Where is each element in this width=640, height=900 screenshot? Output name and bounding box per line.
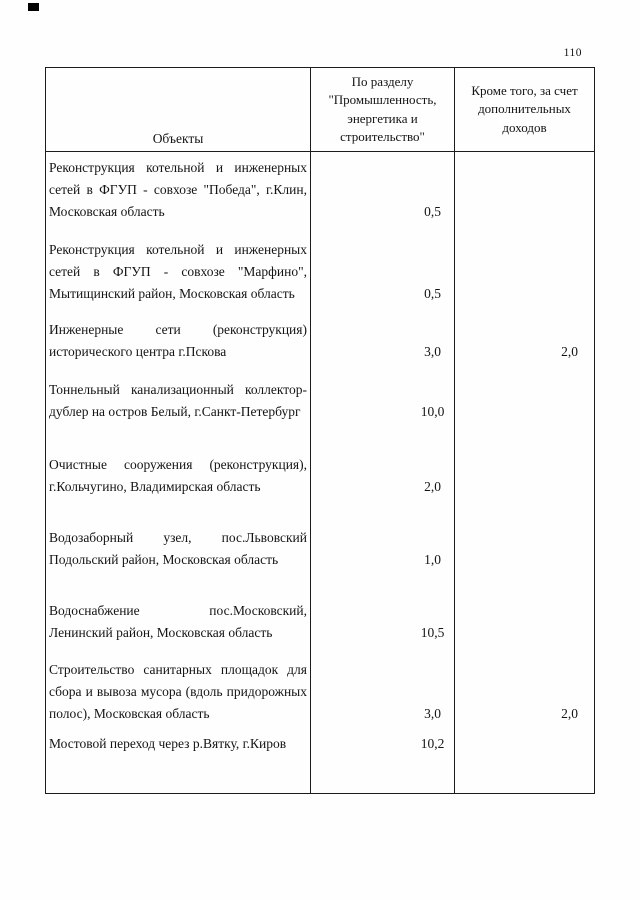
table-row: [46, 733, 594, 793]
section-value-cell: 1,0: [310, 527, 455, 600]
object-name-cell: Водозаборный узел, пос.Львовский Подольский район, Московская область: [49, 530, 307, 567]
section-value-cell: 2,0: [310, 454, 455, 527]
object-name-cell: Строительство санитарных площадок для сбора и вывоза мусора (вдоль придорожных полос), Московская область: [49, 662, 307, 721]
table-row: [46, 152, 594, 239]
additional-value-cell: [455, 379, 594, 454]
additional-value-cell: [455, 454, 594, 527]
section-value-cell: 3,0: [310, 659, 455, 733]
table-row: [46, 454, 594, 527]
page-number: 110: [563, 47, 582, 59]
additional-value-cell: 2,0: [561, 344, 578, 359]
section-value-cell: 10,2: [310, 733, 455, 793]
object-name-cell: Мостовой переход через р.Вятку, г.Киров: [49, 736, 287, 751]
column-header-section: По разделу "Промышленность, энергетика и строительство": [310, 68, 455, 151]
additional-value-cell: [455, 733, 594, 793]
section-value-cell: 3,0: [310, 319, 455, 379]
table-row: [46, 527, 594, 600]
additional-value-cell: [455, 239, 594, 319]
object-name-cell: Очистные сооружения (реконструкция), г.Кольчугино, Владимирская область: [49, 457, 307, 494]
object-name-cell: Инженерные сети (реконструкция) исторического центра г.Пскова: [49, 322, 307, 359]
object-name-cell: Реконструкция котельной и инженерных сетей в ФГУП - совхозе "Победа", г.Клин, Московская область: [49, 160, 307, 219]
additional-value-cell: [455, 527, 594, 600]
additional-value-cell: [455, 600, 594, 659]
object-name-cell: Тоннельный канализационный коллектор-дублер на остров Белый, г.Санкт-Петербург: [49, 382, 307, 419]
additional-value-cell: 2,0: [561, 706, 578, 721]
section-value-cell: 0,5: [310, 239, 455, 319]
object-name-cell: Водоснабжение пос.Московский, Ленинский район, Московская область: [49, 603, 307, 640]
column-header-objects: Объекты: [152, 131, 204, 146]
table-row: [46, 659, 594, 733]
table-row: [46, 319, 594, 379]
section-value-cell: 0,5: [310, 152, 455, 239]
section-value-cell: 10,5: [310, 600, 455, 659]
table-row: [46, 379, 594, 454]
table-body: [46, 152, 594, 793]
section-value-cell: 10,0: [310, 379, 455, 454]
scan-artifact: [28, 3, 39, 11]
additional-value-cell: [455, 152, 594, 239]
table-header-row: [46, 68, 594, 152]
object-name-cell: Реконструкция котельной и инженерных сетей в ФГУП - совхозе "Марфино", Мытищинский район, Московская область: [49, 242, 307, 301]
budget-table: [45, 67, 595, 794]
table-row: [46, 239, 594, 319]
table-row: [46, 600, 594, 659]
column-header-additional: Кроме того, за счет дополнительных доходов: [471, 82, 578, 135]
